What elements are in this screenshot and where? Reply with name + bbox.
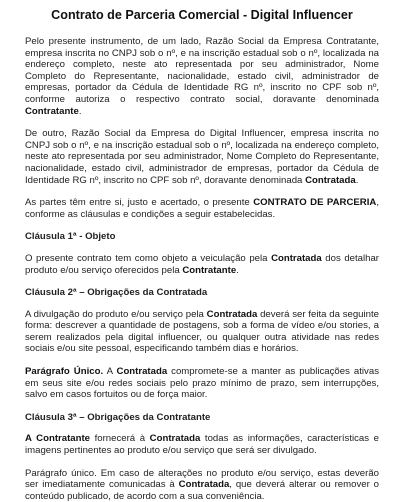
- paragraph-text: A: [103, 366, 117, 378]
- paragraph-text: , conforme as cláusulas e condições a seguir estabelecidas.: [25, 197, 379, 220]
- paragraph-contratada: [25, 128, 379, 186]
- paragraph-text: fornecerá à: [90, 433, 150, 445]
- bold-term: A Contratante: [25, 433, 91, 445]
- bold-term: CONTRATO DE PARCERIA: [253, 197, 377, 209]
- clause-3-heading: Cláusula 3ª – Obrigações da Contratante: [25, 411, 211, 423]
- paragraph-text: De outro, Razão Social da Empresa do Digital Influencer, empresa inscrita no CNPJ sob o nº, e na inscrição estadual sob o nº, localizada na endereço completo, neste ato representada por seu administrador, Nome Completo do Representante, nacionalidade, estado civil, administrador de empresas, portador da Cédula de Identidade RG nº, inscrito no CPF sob nº, doravante denominada: [25, 128, 379, 186]
- bold-term: Contratada: [116, 366, 168, 378]
- clause-2-heading: Cláusula 2ª – Obrigações da Contratada: [25, 287, 208, 299]
- paragraph-text: .: [355, 174, 359, 186]
- paragraph-text: .: [78, 105, 82, 117]
- paragraph-text: Pelo presente instrumento, de um lado, Razão Social da Empresa Contratante, empresa inscrita no CNPJ sob o nº, e na inscrição estadual sob o nº, localizada na endereço completo, neste ato representada por seu administrador, Nome Completo do Representante, nacionalidade, estado civil, administrador de empresas, portador da Cédula de Identidade RG nº, inscrito no CPF sob nº, conforme autoriza o respectivo contrato social, doravante denominada: [25, 36, 379, 105]
- bold-term: Contratante: [182, 264, 237, 276]
- bold-term: Contratada: [178, 479, 230, 491]
- paragraph-text: Parágrafo único. Em caso de alterações no produto e/ou serviço, estas deverão ser imediatamente comunicadas à: [25, 467, 379, 491]
- clause-3-text: [25, 433, 379, 456]
- document-title: Contrato de Parceria Comercial - Digital Influencer: [51, 8, 353, 22]
- paragraph-text: todas as informações, características e imagens pertinentes ao produto e/ou serviço que será ser divulgado.: [25, 433, 379, 457]
- paragraph-agreement: [25, 197, 379, 220]
- paragraph-text: .: [236, 264, 239, 276]
- paragraph-text: , que deverá alterar ou remover o conteúdo publicado, de acordo com a sua conveniência.: [25, 479, 379, 502]
- clause-2-text: [25, 309, 379, 355]
- paragraph-text: A divulgação do produto e/ou serviço pela: [25, 308, 207, 320]
- paragraph-text: compromete-se a manter as publicações ativas em seus site e/ou redes sociais pelo prazo mínimo de prazo, sem interrupções, salvo em casos fortuitos ou de força maior.: [25, 366, 379, 401]
- clause-3-paragraph-unico: [25, 468, 379, 502]
- paragraph-text: As partes têm entre si, justo e acertado, o presente: [25, 197, 254, 209]
- bold-term: Parágrafo Único.: [25, 366, 104, 378]
- bold-term: Contratada: [271, 252, 322, 264]
- clause-2-paragraph-unico: [25, 366, 379, 401]
- paragraph-contratante: [25, 36, 379, 117]
- clause-1-heading: Cláusula 1ª - Objeto: [25, 231, 116, 243]
- bold-term: Contratada: [149, 433, 201, 445]
- bold-term: Contratada: [305, 174, 356, 186]
- paragraph-text: O presente contrato tem como objeto a veiculação pela: [25, 252, 272, 264]
- bold-term: Contratante: [25, 105, 79, 117]
- clause-1-text: [25, 253, 379, 276]
- paragraph-text: deverá ser feita da seguinte forma: descrever a quantidade de postagens, sob a forma de vídeo e/ou stories, a serem realizados pela digital influencer, ou qualquer outra atividade nas redes sociais e/ou site pessoal, especificando também dias e horários.: [25, 308, 379, 355]
- bold-term: Contratada: [206, 308, 258, 320]
- paragraph-text: dos detalhar produto e/ou serviço oferecidos pela: [25, 252, 379, 276]
